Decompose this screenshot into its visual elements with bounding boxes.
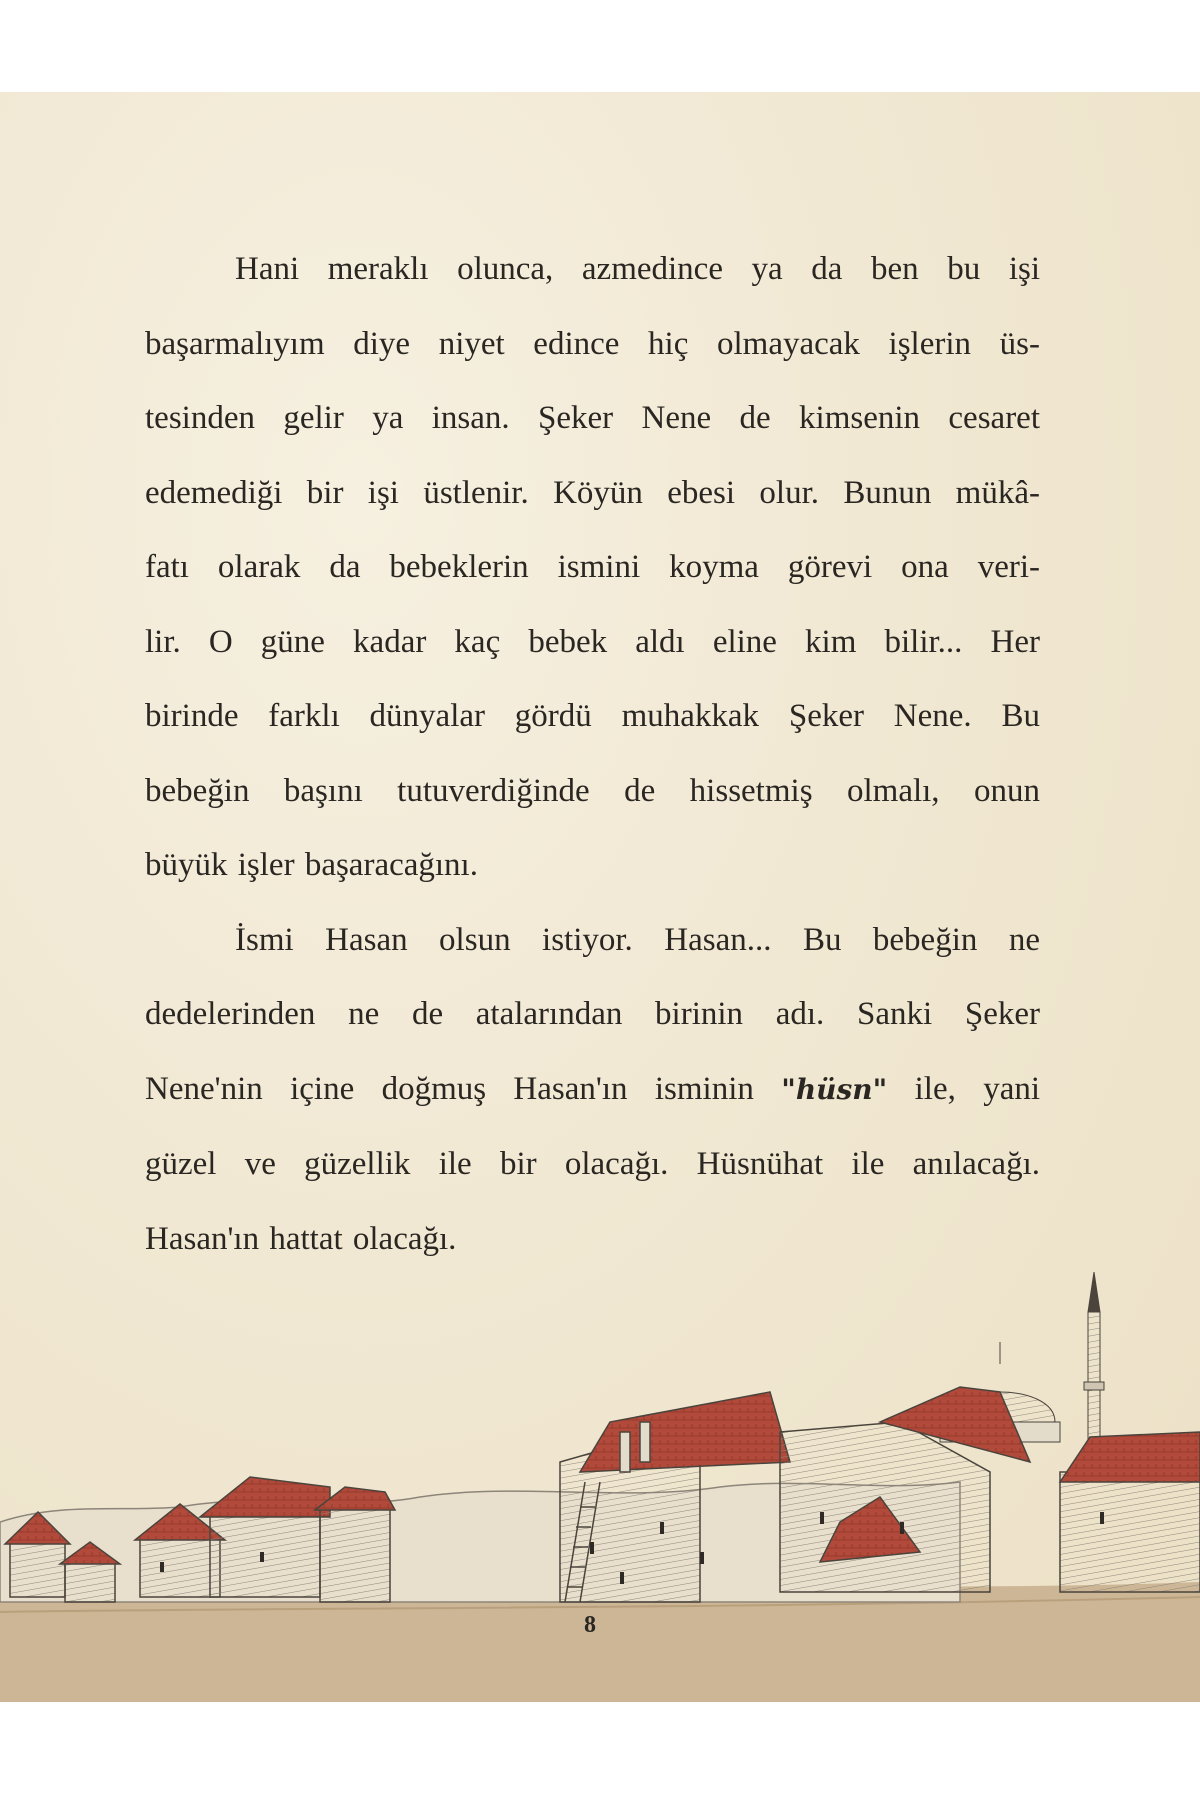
text-line: bebeğin başını tutuverdiğinde de hissetmiş olmalı, onun [145, 772, 1040, 809]
paragraph-2 [145, 903, 1040, 1277]
paragraph-1 [145, 232, 1040, 903]
text-line: birinde farklı dünyalar gördü muhakkak Şeker Nene. Bu [145, 698, 1040, 734]
text-line: başarmalıyım diye niyet edince hiç olmayacak işlerin üs- [145, 325, 1040, 362]
text-fragment: Nene'nin içine doğmuş Hasan'ın isminin [145, 1070, 754, 1107]
book-page [0, 92, 1200, 1702]
text-line: lir. O güne kadar kaç bebek aldı eline kim bilir... Her [145, 623, 1040, 660]
text-line-with-emphasis [145, 1052, 1040, 1128]
text-line: tesinden gelir ya insan. Şeker Nene de kimsenin cesaret [145, 400, 1040, 436]
house-5 [315, 1487, 395, 1602]
minaret [1084, 1272, 1104, 1462]
house-4 [200, 1477, 330, 1597]
village-illustration [0, 1272, 1200, 1702]
text-line: dedelerinden ne de atalarından birinin adı. Sanki Şeker [145, 996, 1040, 1032]
body-text [145, 232, 1040, 1276]
page-number: 8 [584, 1612, 596, 1638]
text-fragment: ile, yani [914, 1070, 1041, 1107]
text-line: Hasan'ın hattat olacağı. [145, 1220, 457, 1257]
text-line: fatı olarak da bebeklerin ismini koyma görevi ona veri- [145, 549, 1040, 585]
text-line: Hani meraklı olunca, azmedince ya da ben bu işi [235, 251, 1040, 287]
text-line: edemediği bir işi üstlenir. Köyün ebesi olur. Bunun mükâ- [145, 474, 1040, 511]
house-right-2 [1060, 1432, 1200, 1592]
text-line: büyük işler başaracağını. [145, 847, 478, 883]
text-line: İsmi Hasan olsun istiyor. Hasan... Bu bebeğin ne [235, 921, 1040, 958]
emphasized-word: "hüsn" [781, 1072, 888, 1106]
text-line: güzel ve güzellik ile bir olacağı. Hüsnühat ile anılacağı. [145, 1146, 1040, 1182]
house-right-1 [780, 1387, 1030, 1592]
